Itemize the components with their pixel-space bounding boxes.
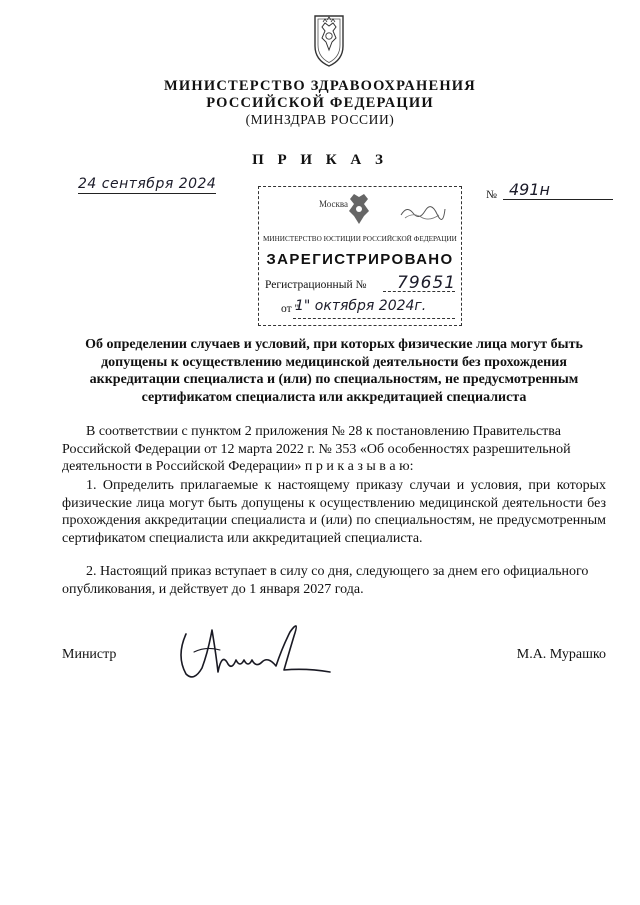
stamp-date-line bbox=[293, 318, 455, 319]
handwritten-signature-icon bbox=[172, 612, 332, 688]
order-date-handwritten: 24 сентября 2024 bbox=[78, 176, 217, 192]
body-paragraph-1: 1. Определить прилагаемые к настоящему приказу случаи и условия, при которых физические лица могут быть допущены к осуществлению медицинской деятельности без прохождения аккредитации специалиста и (или) по специальностям, не предусмотренным сертификатом специалиста или аккредитацией специалиста. bbox=[62, 478, 606, 546]
stamp-ministry-line: МИНИСТЕРСТВО ЮСТИЦИИ РОССИЙСКОЙ ФЕДЕРАЦИИ bbox=[263, 235, 457, 243]
order-number-label: № bbox=[486, 189, 497, 201]
document-type-title: П Р И К А З bbox=[252, 152, 388, 168]
stamp-reg-number-label: Регистрационный № bbox=[265, 279, 367, 291]
stamp-date-prefix: от " bbox=[281, 303, 300, 315]
stamp-registered-text: ЗАРЕГИСТРИРОВАНО bbox=[266, 251, 454, 268]
ministry-short-name: (МИНЗДРАВ РОССИИ) bbox=[245, 112, 395, 127]
body-paragraph-preamble: В соответствии с пунктом 2 приложения № 28 к постановлению Правительства Российской Федерации от 12 марта 2022 г. № 353 «Об особенностях разрешительной деятельности в Российской Федерации» п р и к а з ы в а ю: bbox=[62, 424, 571, 475]
order-title: Об определении случаев и условий, при которых физические лица могут быть допущены к осуществлению медицинской деятельности без прохождения аккредитации специалиста и (или) по специальностям, не предусмотренным сертификатом специалиста или аккредитацией специалиста bbox=[85, 337, 583, 405]
signatory-position: Министр bbox=[62, 647, 117, 662]
stamp-reg-number: 79651 bbox=[397, 273, 457, 293]
stamp-seal-icon bbox=[339, 191, 379, 227]
order-number-handwritten: 491н bbox=[503, 180, 613, 200]
stamp-scribble-icon bbox=[399, 203, 447, 221]
body-paragraph-2: 2. Настоящий приказ вступает в силу со дня, следующего за днем его официального опубликования, и действует до 1 января 2027 года. bbox=[62, 564, 589, 597]
signatory-name: М.А. Мурашко bbox=[516, 647, 606, 662]
ministry-name-line-2: РОССИЙСКОЙ ФЕДЕРАЦИИ bbox=[206, 95, 434, 111]
stamp-date-handwritten: 1" октября 2024г. bbox=[295, 298, 427, 314]
ministry-name-line-1: МИНИСТЕРСТВО ЗДРАВООХРАНЕНИЯ bbox=[164, 78, 476, 94]
registration-stamp bbox=[258, 186, 462, 326]
coat-of-arms-icon bbox=[309, 12, 349, 68]
stamp-city: Москва bbox=[319, 199, 348, 209]
